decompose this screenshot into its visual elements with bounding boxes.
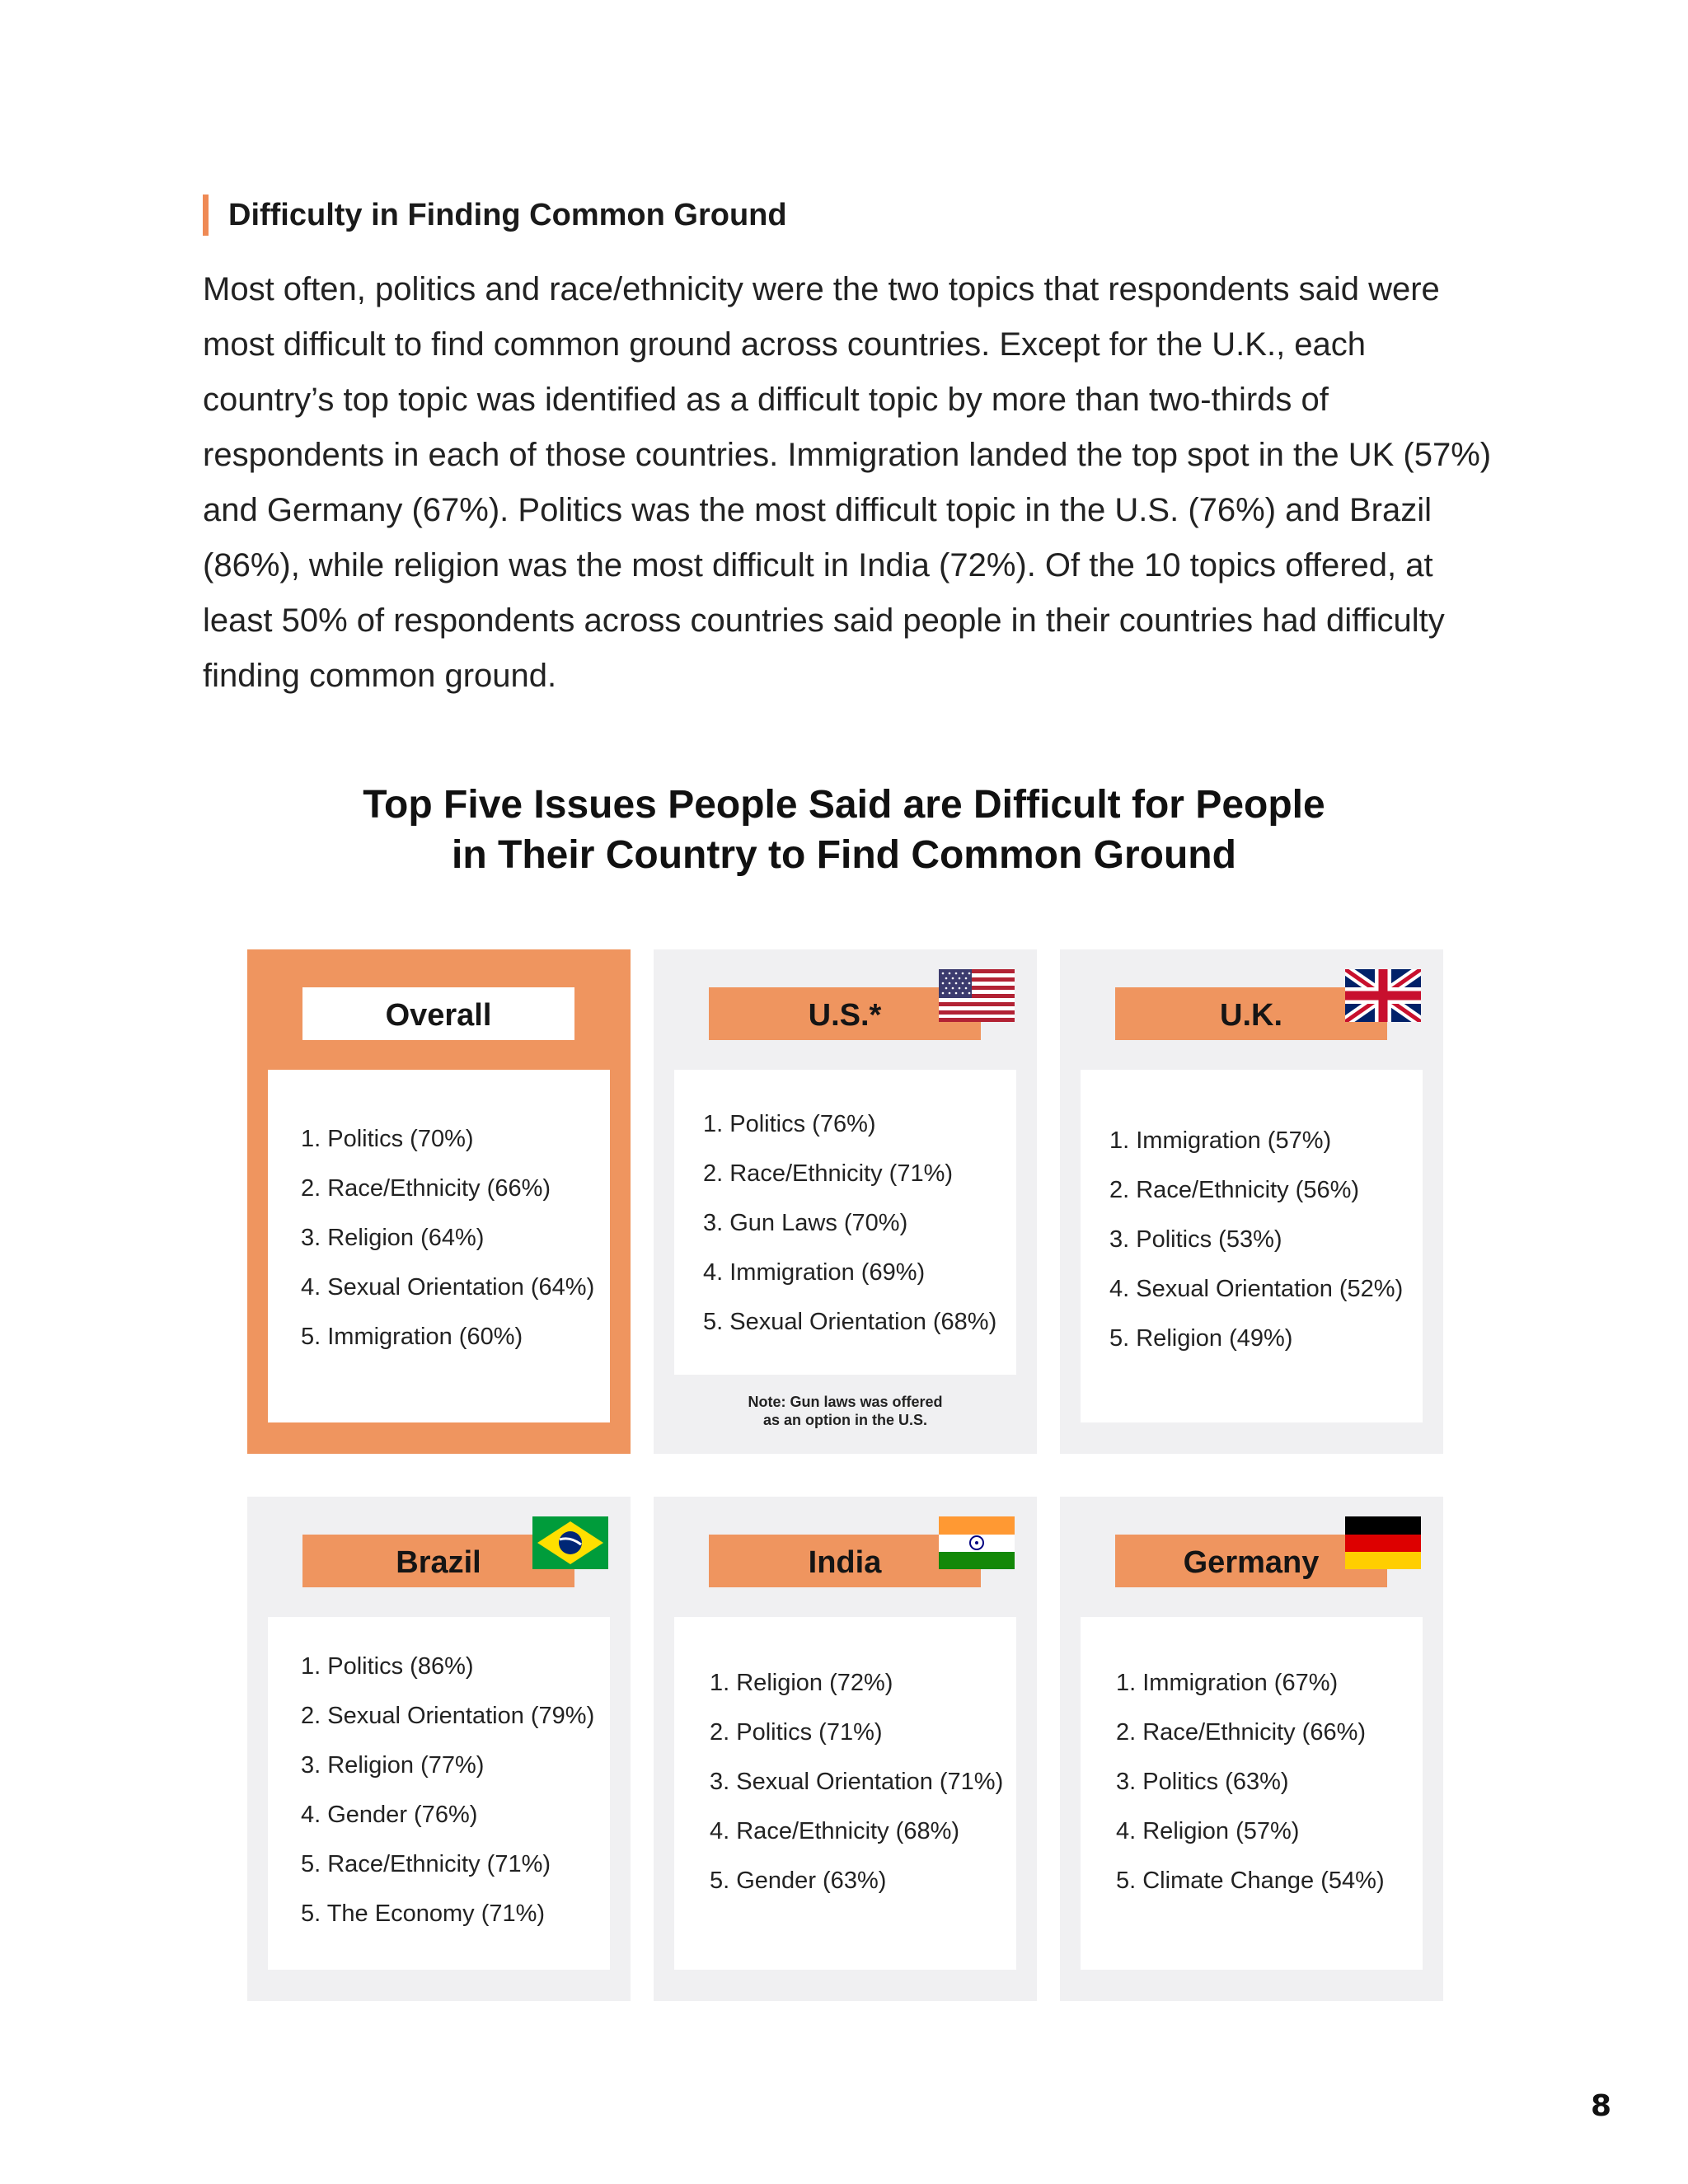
list-item: 4. Race/Ethnicity (68%) bbox=[710, 1818, 960, 1844]
list-item: 5. Gender (63%) bbox=[710, 1868, 887, 1894]
panel-us bbox=[654, 949, 1037, 1454]
list-item: 5. Race/Ethnicity (71%) bbox=[301, 1851, 551, 1877]
list-item: 2. Sexual Orientation (79%) bbox=[301, 1703, 595, 1729]
list-item: 5. Religion (49%) bbox=[1109, 1325, 1293, 1352]
panel-label: Overall bbox=[302, 987, 574, 1040]
list-item: 1. Politics (86%) bbox=[301, 1653, 474, 1680]
panel-uk bbox=[1060, 949, 1443, 1454]
panel-india bbox=[654, 1497, 1037, 2001]
list-item: 1. Immigration (67%) bbox=[1116, 1670, 1339, 1696]
panel-label: U.S.* bbox=[709, 987, 981, 1040]
gun-laws-note bbox=[654, 1393, 1037, 1429]
list-item: 2. Race/Ethnicity (56%) bbox=[1109, 1177, 1360, 1203]
india-flag-icon bbox=[939, 1516, 1015, 1569]
issue-list-box bbox=[674, 1617, 1016, 1970]
uk-flag-icon bbox=[1345, 969, 1421, 1022]
list-item: 2. Politics (71%) bbox=[710, 1719, 883, 1746]
list-item: 4. Sexual Orientation (64%) bbox=[301, 1274, 595, 1301]
us-flag-icon bbox=[939, 969, 1015, 1022]
list-item: 1. Politics (76%) bbox=[703, 1111, 876, 1137]
list-item: 1. Religion (72%) bbox=[710, 1670, 893, 1696]
issue-list-box bbox=[1081, 1617, 1423, 1970]
panel-overall bbox=[247, 949, 631, 1454]
panel-brazil bbox=[247, 1497, 631, 2001]
list-item: 3. Gun Laws (70%) bbox=[703, 1210, 908, 1236]
list-item: 3. Politics (63%) bbox=[1116, 1769, 1289, 1795]
list-item: 5. Climate Change (54%) bbox=[1116, 1868, 1385, 1894]
list-item: 4. Immigration (69%) bbox=[703, 1259, 926, 1286]
brazil-flag-icon bbox=[532, 1516, 608, 1569]
list-item: 5. Sexual Orientation (68%) bbox=[703, 1309, 997, 1335]
list-item: 3. Religion (64%) bbox=[301, 1225, 485, 1251]
note-line-1: Note: Gun laws was offered bbox=[748, 1394, 943, 1410]
list-item: 1. Immigration (57%) bbox=[1109, 1127, 1332, 1154]
list-item: 4. Religion (57%) bbox=[1116, 1818, 1300, 1844]
panel-label: Germany bbox=[1115, 1535, 1387, 1587]
list-item: 4. Gender (76%) bbox=[301, 1802, 478, 1828]
panel-label: Brazil bbox=[302, 1535, 574, 1587]
list-item: 5. The Economy (71%) bbox=[301, 1900, 546, 1927]
list-item: 3. Politics (53%) bbox=[1109, 1226, 1282, 1253]
issue-list-box bbox=[268, 1617, 610, 1970]
list-item: 2. Race/Ethnicity (66%) bbox=[1116, 1719, 1367, 1746]
panel-germany bbox=[1060, 1497, 1443, 2001]
figure-title-line-1: Top Five Issues People Said are Difficult for People bbox=[363, 783, 1325, 827]
list-item: 5. Immigration (60%) bbox=[301, 1324, 523, 1350]
panel-label: U.K. bbox=[1115, 987, 1387, 1040]
figure-title-line-2: in Their Country to Find Common Ground bbox=[452, 833, 1236, 877]
note-line-2: as an option in the U.S. bbox=[762, 1412, 927, 1428]
list-item: 2. Race/Ethnicity (66%) bbox=[301, 1175, 551, 1202]
page-number: 8 bbox=[1590, 2089, 1611, 2123]
list-item: 3. Religion (77%) bbox=[301, 1752, 485, 1779]
list-item: 4. Sexual Orientation (52%) bbox=[1109, 1276, 1404, 1302]
issue-list-box bbox=[674, 1070, 1016, 1375]
intro-paragraph: Most often, politics and race/ethnicity were the two topics that respondents said were most difficult to find common ground across countries. Except for the U.K., each country’s top topic was identified as a difficult topic by more than two-thirds of respondents in each of those countries. Immigration landed the top spot in the UK (57%) and Germany (67%). Politics was the most difficult topic in the U.S. (76%) and Brazil (86%), while religion was the most difficult in India (72%). Of the 10 topics offered, at least 50% of respondents across countries said people in their countries had difficulty finding common ground. bbox=[203, 271, 1492, 694]
list-item: 1. Politics (70%) bbox=[301, 1126, 474, 1152]
list-item: 3. Sexual Orientation (71%) bbox=[710, 1769, 1004, 1795]
list-item: 2. Race/Ethnicity (71%) bbox=[703, 1160, 954, 1187]
issue-list-box bbox=[1081, 1070, 1423, 1422]
figure-title bbox=[267, 780, 1421, 880]
issue-list-box bbox=[268, 1070, 610, 1422]
germany-flag-icon bbox=[1345, 1516, 1421, 1569]
panel-label: India bbox=[709, 1535, 981, 1587]
section-heading: Difficulty in Finding Common Ground bbox=[203, 194, 787, 236]
